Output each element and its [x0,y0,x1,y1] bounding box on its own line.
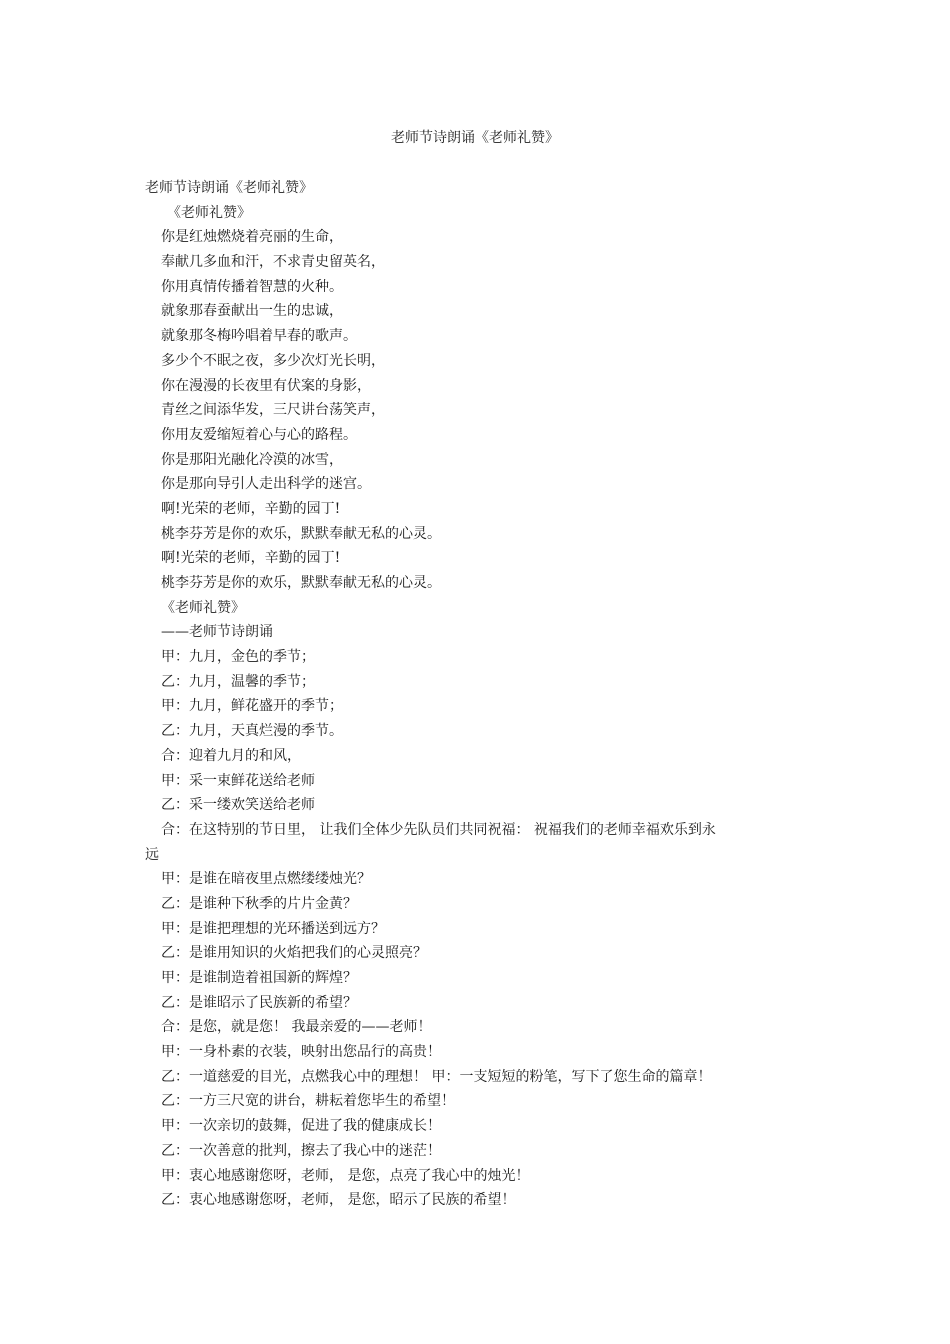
recital-line: 乙：衷心地感谢您呀，老师， 是您，昭示了民族的希望！ [161,1192,516,1209]
poem-line: 你用真情传播着智慧的火种。 [161,278,343,295]
recital-line: 乙：九月，温馨的季节； [161,673,315,690]
recital-line: 乙：是谁种下秋季的片片金黄？ [161,895,357,912]
poem-line: 你是那向导引人走出科学的迷宫。 [161,476,371,493]
poem-line: 多少个不眠之夜，多少次灯光长明， [161,352,385,369]
poem-line: 青丝之间添华发，三尺讲台荡笑声， [161,402,385,419]
recital-line: 乙：九月，天真烂漫的季节。 [161,723,343,740]
recital-title: 《老师礼赞》 [161,599,245,616]
recital-line: 甲：是谁制造着祖国新的辉煌？ [161,970,357,987]
recital-line: 甲：衷心地感谢您呀，老师， 是您，点亮了我心中的烛光！ [161,1167,530,1184]
recital-part-a [145,645,815,818]
recital-line: 乙：一次善意的批判，擦去了我心中的迷茫！ [161,1142,441,1159]
poem-line: 啊!光荣的老师，辛勤的园丁! [161,550,341,567]
recital-line: 乙：一方三尺宽的讲台，耕耘着您毕生的希望！ [161,1093,455,1110]
recital-long-line-continuation: 远 [145,846,159,863]
recital-subtitle: ——老师节诗朗诵 [161,624,273,641]
poem-stanza [145,225,815,595]
recital-line: 乙：一道慈爱的目光，点燃我心中的理想！ 甲：一支短短的粉笔，写下了您生命的篇章！ [161,1068,712,1085]
poem-line: 就象那冬梅吟唱着早春的歌声。 [161,328,357,345]
poem-line: 你是红烛燃烧着亮丽的生命， [161,229,343,246]
recital-line: 甲：九月，鲜花盛开的季节； [161,698,343,715]
poem-line: 你用友爱缩短着心与心的路程。 [161,426,357,443]
recital-line: 乙：是谁昭示了民族新的希望？ [161,994,357,1011]
poem-line: 啊!光荣的老师，辛勤的园丁! [161,500,341,517]
poem-subheading: 《老师礼赞》 [167,204,251,221]
poem-line: 你是那阳光融化冷漠的冰雪， [161,451,343,468]
recital-line: 甲：一身朴素的衣装，映射出您品行的高贵！ [161,1044,441,1061]
recital-part-b [145,867,815,1213]
recital-line: 甲：是谁在暗夜里点燃缕缕烛光？ [161,871,371,888]
recital-line: 合：是您，就是您！ 我最亲爱的——老师！ [161,1019,432,1036]
recital-line: 甲：九月，金色的季节； [161,649,315,666]
poem-line: 桃李芬芳是你的欢乐，默默奉献无私的心灵。 [161,575,441,591]
body-heading: 老师节诗朗诵《老师礼赞》 [145,180,313,196]
recital-long-line: 合：在这特别的节日里， 让我们全体少先队员们共同祝福： 祝福我们的老师幸福欢乐到永 [161,821,716,838]
recital-line: 乙：采一缕欢笑送给老师 [161,797,315,814]
recital-line: 甲：一次亲切的鼓舞，促进了我的健康成长！ [161,1118,441,1135]
poem-line: 奉献几多血和汗，不求青史留英名， [161,254,385,271]
recital-line: 合：迎着九月的和风， [161,747,301,764]
poem-line: 桃李芬芳是你的欢乐，默默奉献无私的心灵。 [161,525,441,542]
recital-line: 甲：是谁把理想的光环播送到远方？ [161,920,385,937]
recital-line: 乙：是谁用知识的火焰把我们的心灵照亮？ [161,945,427,962]
recital-line: 甲：采一束鲜花送给老师 [161,772,315,789]
poem-line: 你在漫漫的长夜里有伏案的身影， [161,377,371,394]
poem-line: 就象那春蚕献出一生的忠诚， [161,303,343,320]
document-title: 老师节诗朗诵《老师礼赞》 [391,130,559,146]
document-body [145,176,815,1213]
